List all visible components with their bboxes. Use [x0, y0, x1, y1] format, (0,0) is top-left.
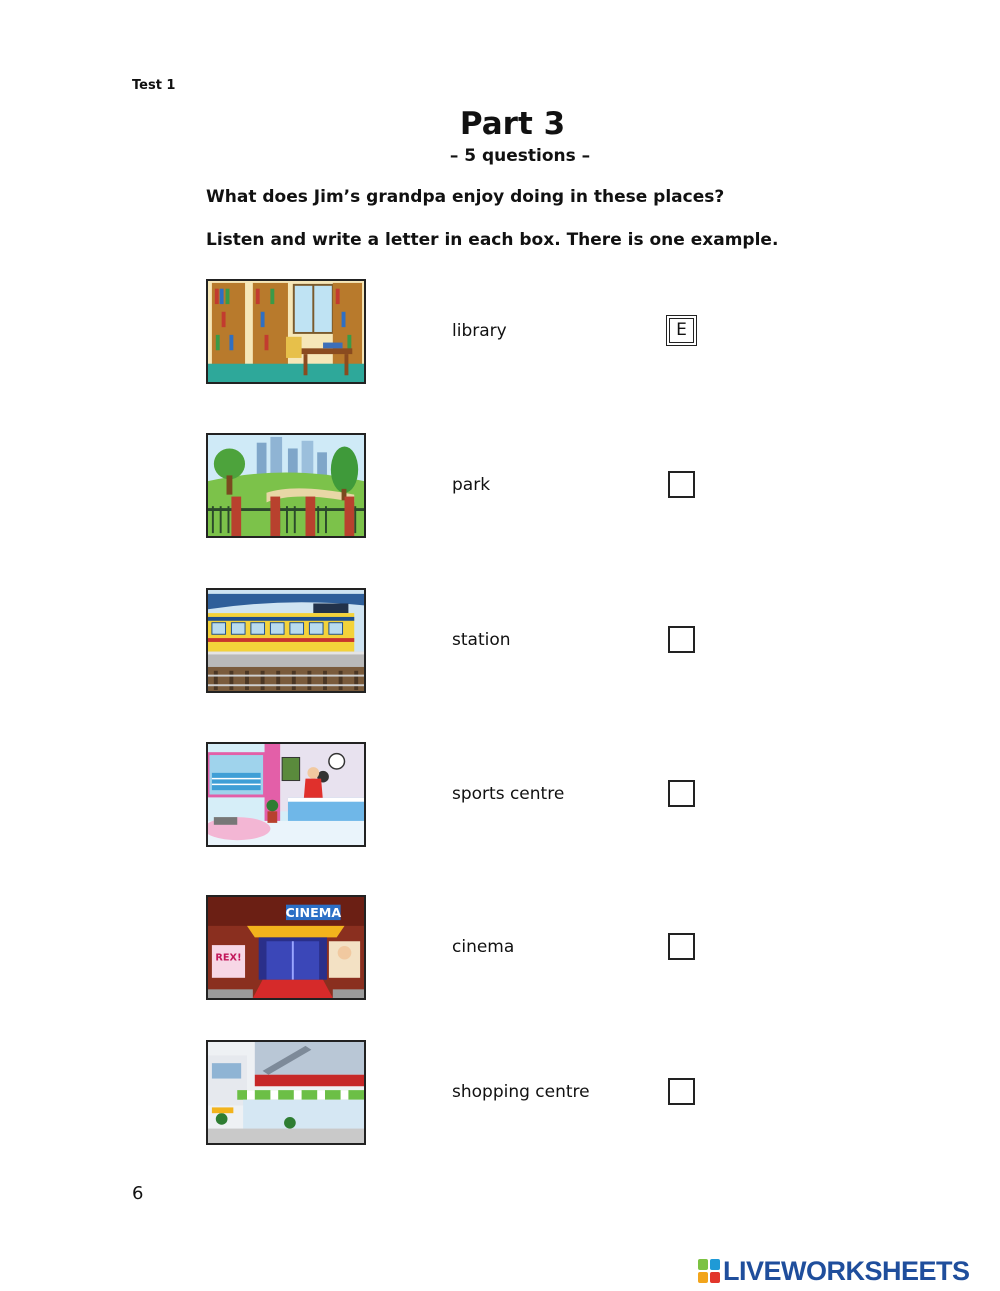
part-subtitle: – 5 questions – [449, 146, 591, 166]
park-picture [206, 433, 366, 538]
item-row-park [0, 433, 1000, 543]
item-row-library [0, 279, 1000, 389]
item-row-station [0, 588, 1000, 698]
liveworksheets-logo-icon [698, 1259, 720, 1283]
test-label: Test 1 [132, 78, 176, 93]
task-instructions: Listen and write a letter in each box. There is one example. [206, 230, 779, 250]
item-row-cinema [0, 895, 1000, 1005]
place-label: library [452, 321, 507, 341]
cinema-picture [206, 895, 366, 1000]
answer-box[interactable] [668, 626, 695, 653]
place-label: sports centre [452, 784, 565, 804]
part-title: Part 3 [459, 106, 566, 142]
cinema-poster-text: REX! [215, 952, 242, 964]
question-text: What does Jim’s grandpa enjoy doing in these places? [206, 187, 725, 207]
station-picture [206, 588, 366, 693]
place-label: shopping centre [452, 1082, 590, 1102]
place-label: station [452, 630, 511, 650]
liveworksheets-logo[interactable] [698, 1256, 970, 1286]
place-label: park [452, 475, 491, 495]
place-label: cinema [452, 937, 515, 957]
item-row-sports-centre [0, 742, 1000, 852]
item-row-shopping-centre [0, 1040, 1000, 1150]
page-number: 6 [132, 1183, 144, 1204]
answer-box[interactable] [668, 471, 695, 498]
answer-box[interactable] [668, 780, 695, 807]
answer-box[interactable] [668, 1078, 695, 1105]
example-answer-box: E [669, 318, 694, 343]
brand-name: LIVEWORKSHEETS [723, 1255, 970, 1286]
cinema-sign-text: CINEMA [285, 905, 342, 921]
sports-centre-picture [206, 742, 366, 847]
library-picture [206, 279, 366, 384]
answer-box[interactable] [668, 933, 695, 960]
shopping-centre-picture [206, 1040, 366, 1145]
